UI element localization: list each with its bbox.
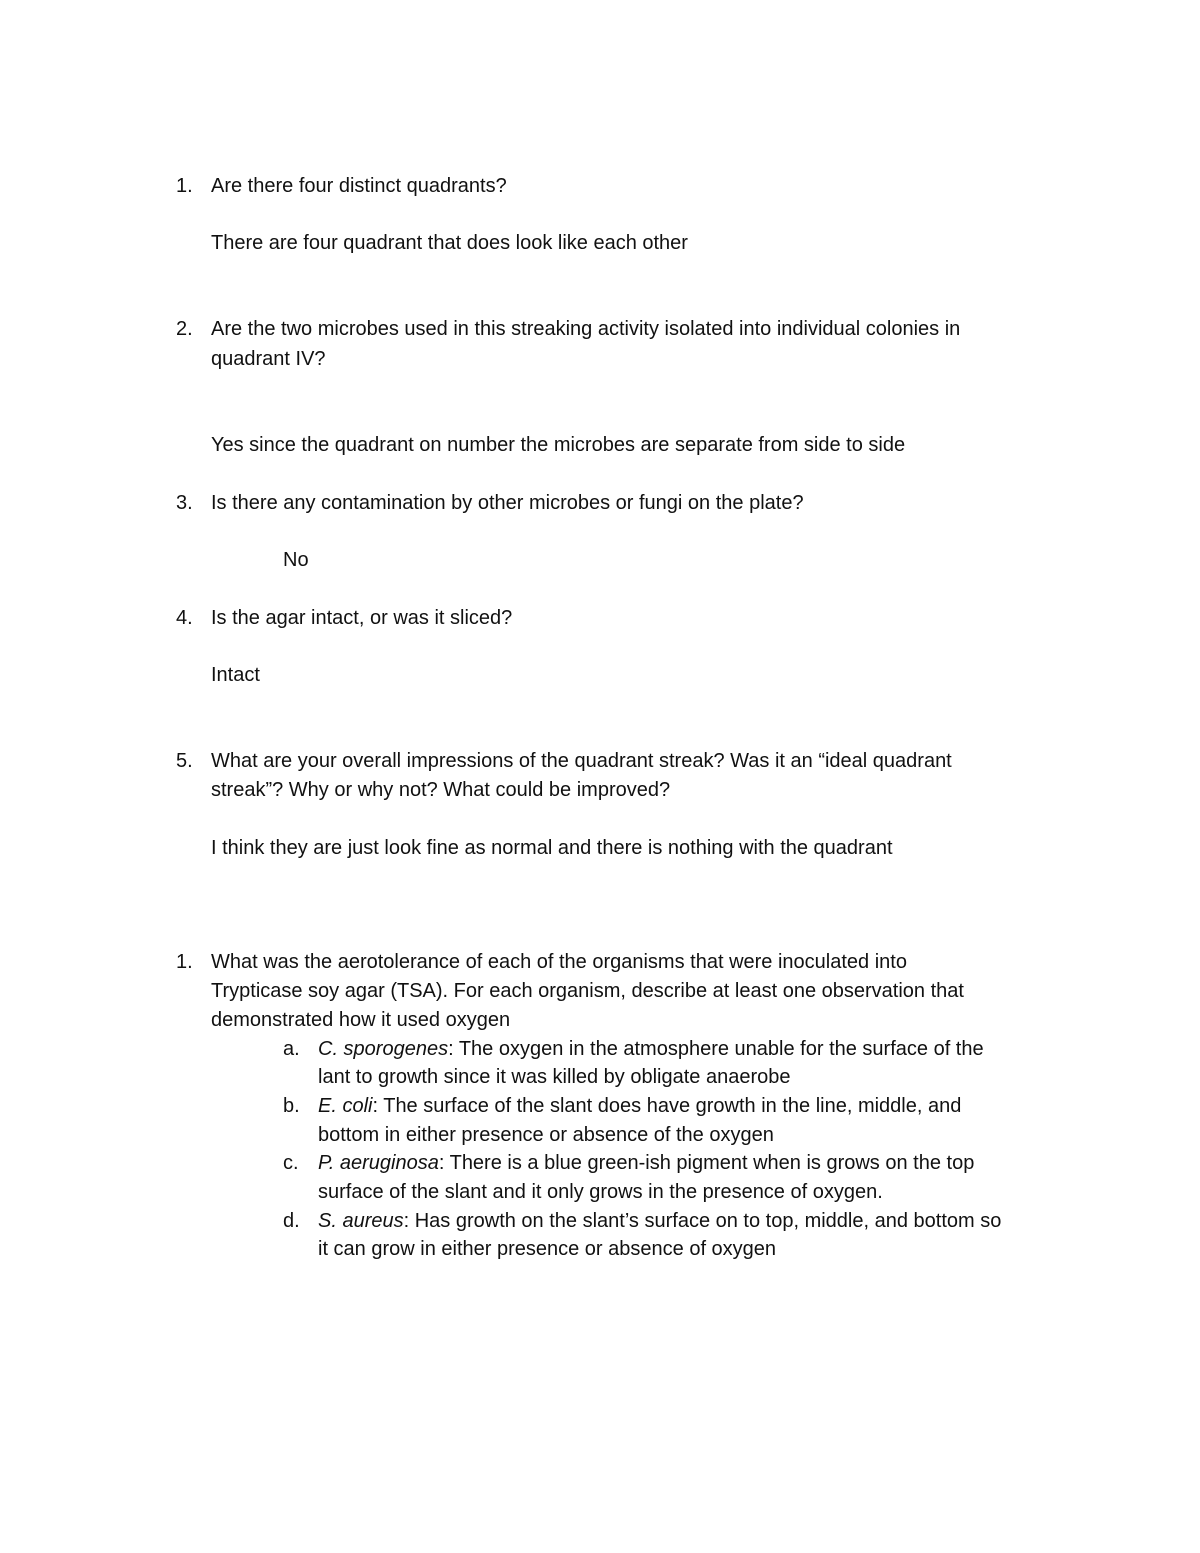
organism-name: P. aeruginosa xyxy=(318,1152,439,1174)
list-item xyxy=(318,1207,1001,1235)
question-text: Is there any contamination by other microbes or fungi on the plate? xyxy=(211,492,804,514)
answer-text: Intact xyxy=(211,664,260,686)
observation-text: : Has growth on the slant’s surface on to top, middle, and bottom so xyxy=(403,1210,1002,1232)
question-number: 2. xyxy=(176,318,193,340)
list-item xyxy=(318,1035,984,1063)
observation-text: : There is a blue green-ish pigment when is grows on the top xyxy=(438,1152,975,1174)
answer-text: I think they are just look fine as normal and there is nothing with the quadrant xyxy=(211,837,893,859)
observation-text: : The oxygen in the atmosphere unable for the surface of the xyxy=(448,1038,984,1060)
observation-text: : The surface of the slant does have growth in the line, middle, and xyxy=(372,1095,962,1117)
organism-name: C. sporogenes xyxy=(318,1038,449,1060)
observation-text: surface of the slant and it only grows in the presence of oxygen. xyxy=(318,1181,883,1203)
organism-name: E. coli xyxy=(318,1095,373,1117)
answer-text: No xyxy=(283,549,309,571)
list-letter: b. xyxy=(283,1095,300,1117)
question-number: 5. xyxy=(176,750,193,772)
question-text: Trypticase soy agar (TSA). For each organism, describe at least one observation that xyxy=(211,980,964,1002)
list-letter: d. xyxy=(283,1210,300,1232)
question-text: Are the two microbes used in this streaking activity isolated into individual colonies in xyxy=(211,318,961,340)
question-text: Are there four distinct quadrants? xyxy=(211,175,507,197)
observation-text: bottom in either presence or absence of the oxygen xyxy=(318,1124,774,1146)
organism-name: S. aureus xyxy=(318,1210,404,1232)
answer-text: Yes since the quadrant on number the microbes are separate from side to side xyxy=(211,434,906,456)
question-number: 4. xyxy=(176,607,193,629)
question-text: Is the agar intact, or was it sliced? xyxy=(211,607,513,629)
list-item xyxy=(318,1092,961,1120)
question-text: demonstrated how it used oxygen xyxy=(211,1009,511,1031)
question-number: 3. xyxy=(176,492,193,514)
question-number: 1. xyxy=(176,175,193,197)
answer-text: There are four quadrant that does look like each other xyxy=(211,232,688,254)
question-text: What are your overall impressions of the quadrant streak? Was it an “ideal quadrant xyxy=(211,750,952,772)
question-number: 1. xyxy=(176,951,193,973)
observation-text: lant to growth since it was killed by obligate anaerobe xyxy=(318,1066,791,1088)
question-text: quadrant IV? xyxy=(211,348,326,370)
list-letter: c. xyxy=(283,1152,299,1174)
question-text: What was the aerotolerance of each of the organisms that were inoculated into xyxy=(211,951,907,973)
question-text: streak”? Why or why not? What could be improved? xyxy=(211,779,671,801)
list-item xyxy=(318,1149,974,1177)
observation-text: it can grow in either presence or absence of oxygen xyxy=(318,1238,777,1260)
list-letter: a. xyxy=(283,1038,300,1060)
